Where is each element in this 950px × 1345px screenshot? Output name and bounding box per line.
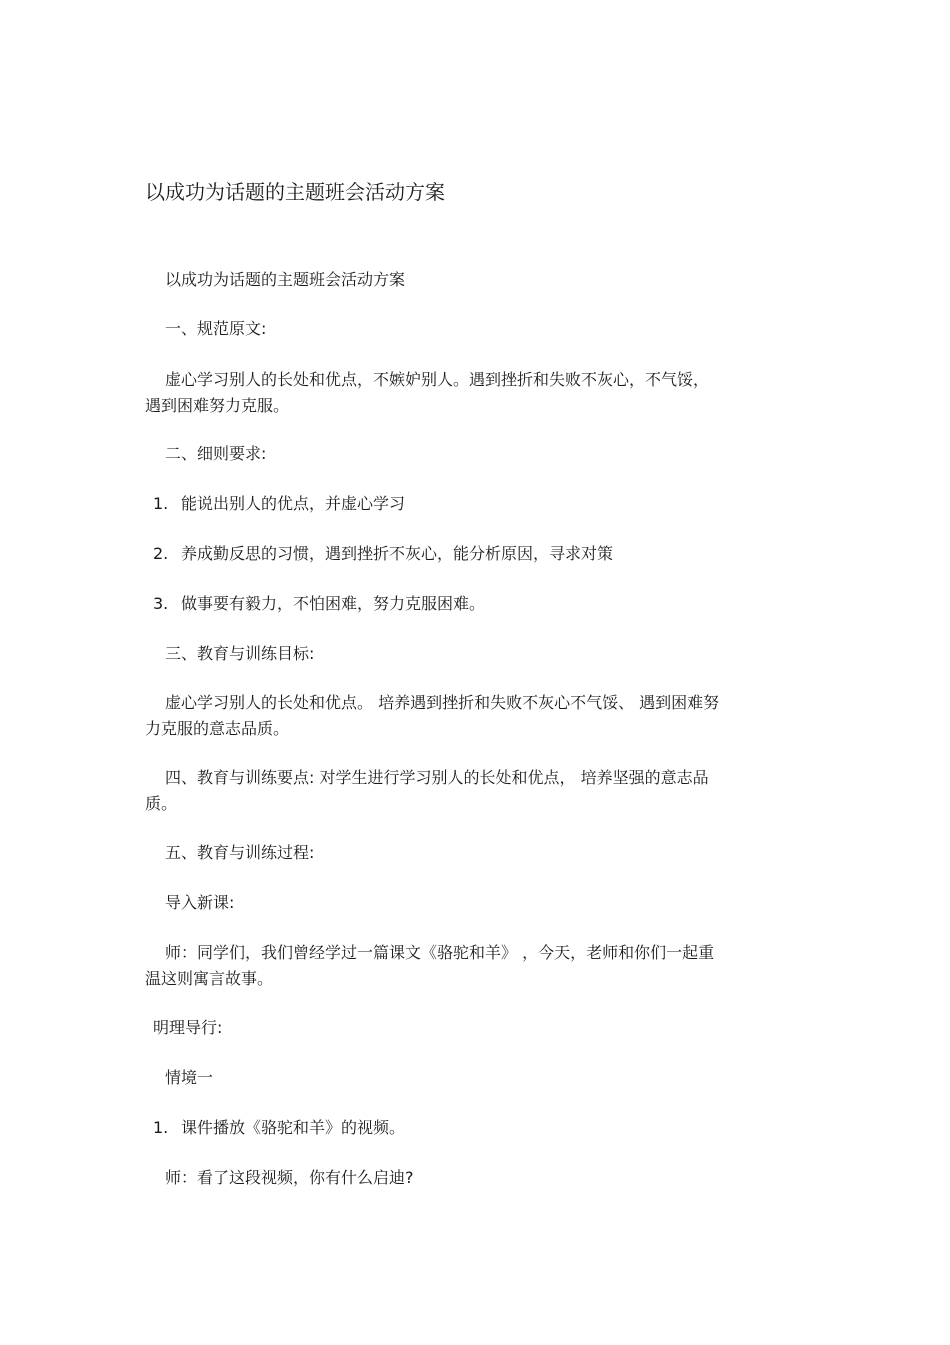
document-title: 以成功为话题的主题班会活动方案 [145, 180, 445, 204]
paragraph-line: 四、教育与训练要点: 对学生进行学习别人的长处和优点， 培养坚强的意志品 [165, 768, 709, 787]
rule-item [153, 591, 485, 617]
rule-item [153, 491, 405, 517]
step-text: 课件播放《骆驼和羊》的视频。 [181, 1118, 406, 1137]
section-heading-training-process: 五、教育与训练过程: [165, 843, 315, 862]
intro-heading: 导入新课: [165, 893, 235, 912]
standard-text-paragraph [145, 367, 805, 419]
section-heading-detailed-requirements: 二、细则要求: [165, 444, 267, 463]
paragraph-line: 虚心学习别人的长处和优点。 培养遇到挫折和失败不灰心不气馁、 遇到困难努 [165, 693, 720, 712]
scene-heading: 情境一 [165, 1068, 214, 1087]
paragraph-line: 温这则寓言故事。 [145, 969, 274, 988]
rule-text: 能说出别人的优点，并虚心学习 [181, 494, 406, 513]
rule-number: 2. [153, 544, 169, 563]
paragraph-line: 力克服的意志品质。 [145, 719, 290, 738]
training-points-paragraph [145, 765, 805, 817]
document-subtitle: 以成功为话题的主题班会活动方案 [165, 270, 406, 289]
rule-text: 养成勤反思的习惯，遇到挫折不灰心，能分析原因，寻求对策 [181, 544, 614, 563]
guide-heading: 明理导行: [153, 1018, 223, 1037]
paragraph-line: 质。 [145, 794, 178, 813]
paragraph-line: 师：同学们，我们曾经学过一篇课文《骆驼和羊》 ，今天，老师和你们一起重 [165, 943, 715, 962]
section-heading-training-goals: 三、教育与训练目标: [165, 644, 315, 663]
teacher-intro-paragraph [145, 940, 805, 992]
training-goals-paragraph [145, 690, 805, 742]
rule-text: 做事要有毅力，不怕困难，努力克服困难。 [181, 594, 486, 613]
rule-number: 3. [153, 594, 169, 613]
section-heading-standard-text: 一、规范原文: [165, 319, 267, 338]
step-number: 1. [153, 1118, 169, 1137]
paragraph-line: 虚心学习别人的长处和优点，不嫉妒别人。遇到挫折和失败不灰心，不气馁， [165, 370, 710, 389]
rule-item [153, 541, 613, 567]
paragraph-line: 遇到困难努力克服。 [145, 396, 290, 415]
rule-number: 1. [153, 494, 169, 513]
step-item [153, 1115, 405, 1141]
teacher-question: 师：看了这段视频，你有什么启迪? [165, 1168, 414, 1187]
